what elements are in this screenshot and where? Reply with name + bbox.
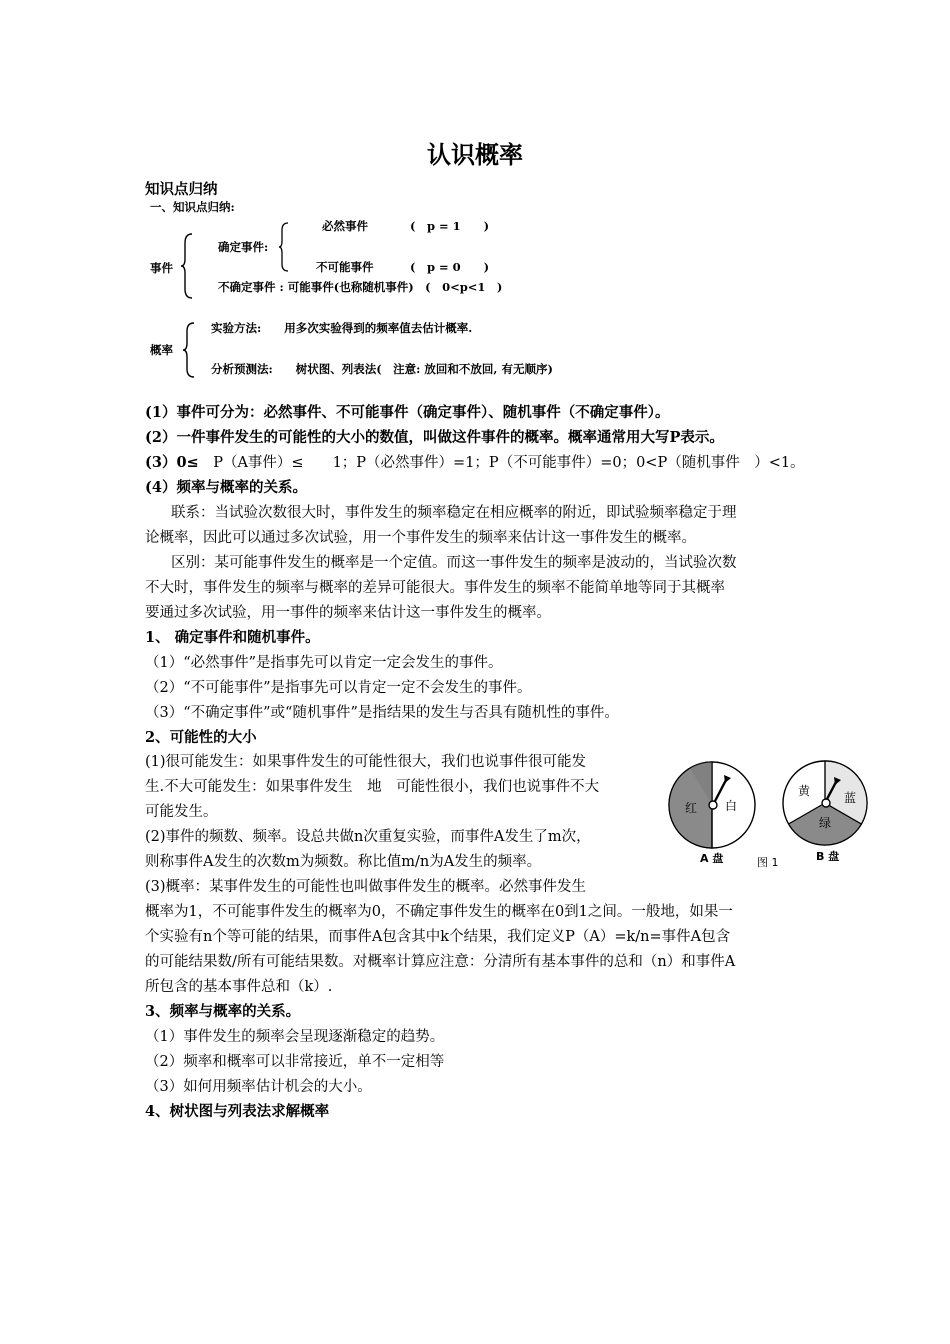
spinner-b-hub <box>822 799 830 807</box>
section-2-heading: 2、可能性的大小 <box>145 729 257 746</box>
section-2-line-8: 个实验有n个等可能的结果，而事件A包含其中k个结果，我们定义P（A）=k/n=事件A包含 <box>145 929 731 945</box>
spinner-a-white-label: 白 <box>725 799 738 813</box>
section-2-line-4: (2)事件的频数、频率。设总共做n次重复实验，而事件A发生了m次， <box>145 829 591 845</box>
section-1-line-3: （3）“不确定事件”或“随机事件”是指结果的发生与否具有随机性的事件。 <box>145 705 619 721</box>
experiment-method: 实验方法: 用多次实验得到的频率值去估计概率. <box>211 321 473 335</box>
sure-probability: ( p = 1 ) <box>410 219 490 233</box>
point-4: (4）频率与概率的关系。 <box>145 479 307 496</box>
page-title: 认识概率 <box>427 141 523 169</box>
spinner-a-hub <box>709 801 717 809</box>
section-1-line-1: （1）“必然事件”是指事先可以肯定一定会发生的事件。 <box>145 655 503 671</box>
impossible-probability: ( p = 0 ) <box>410 260 490 274</box>
section-4-heading: 4、树状图与列表法求解概率 <box>145 1103 330 1120</box>
event-brace <box>180 233 194 299</box>
section-2-line-10: 所包含的基本事件总和（k）. <box>145 979 333 995</box>
event-label: 事件 <box>150 261 173 275</box>
point-3 <box>145 451 805 472</box>
difference-line-3: 要通过多次试验，用一事件的频率来估计这一事件发生的概率。 <box>145 605 551 621</box>
figure-caption: 图 1 <box>757 856 779 869</box>
point-3-head: (3）0≤ <box>145 454 199 471</box>
section-2-line-1: (1)很可能发生：如果事件发生的可能性很大，我们也说事件很可能发 <box>145 754 587 770</box>
difference-line-1: 区别：某可能事件发生的概率是一个定值。而这一事件发生的频率是波动的，当试验次数 <box>171 555 737 571</box>
section-3-heading: 3、频率与概率的关系。 <box>145 1003 301 1020</box>
analysis-method: 分析预测法: 树状图、列表法( 注意: 放回和不放回, 有无顺序) <box>211 362 553 376</box>
spinner-a-red-label: 红 <box>685 801 698 815</box>
spinner-b-green-label: 绿 <box>819 816 832 830</box>
sure-event: 必然事件 <box>322 219 368 233</box>
spinner-a-caption: A 盘 <box>700 852 724 865</box>
probability-brace <box>182 322 196 378</box>
point-1: (1）事件可分为：必然事件、不可能事件（确定事件）、随机事件（不确定事件）。 <box>145 404 670 421</box>
spinner-b-caption: B 盘 <box>816 850 840 863</box>
spinner-b-yellow-label: 黄 <box>798 784 811 798</box>
probability-label: 概率 <box>150 343 173 357</box>
section-2-line-6: (3)概率：某事件发生的可能性也叫做事件发生的概率。必然事件发生 <box>145 879 587 895</box>
section-2-line-7: 概率为1，不可能事件发生的概率为0，不确定事件发生的概率在0到1之间。一般地，如果一 <box>145 904 733 920</box>
certain-event-label: 确定事件: <box>218 240 269 254</box>
section-3-line-2: （2）频率和概率可以非常接近，单不一定相等 <box>145 1054 445 1070</box>
point-2: (2）一件事件发生的可能性的大小的数值，叫做这件事件的概率。概率通常用大写P表示。 <box>145 429 724 446</box>
point-3-body: P（A事件）≤ 1；P（必然事件）=1；P（不可能事件）=0；0<P（随机事件 ）<1。 <box>198 455 805 471</box>
section-3-line-3: （3）如何用频率估计机会的大小。 <box>145 1079 372 1095</box>
spinner-figure <box>660 752 875 880</box>
diagram-heading: 一、知识点归纳: <box>150 200 235 214</box>
section-2-line-5: 则称事件A发生的次数m为频数。称比值m/n为A发生的频率。 <box>145 854 542 870</box>
impossible-event: 不可能事件 <box>316 260 374 274</box>
spinner-b <box>783 761 867 863</box>
relation-line-2: 论概率，因此可以通过多次试验，用一个事件发生的频率来估计这一事件发生的概率。 <box>145 530 696 546</box>
section-1-line-2: （2）“不可能事件”是指事先可以肯定一定不会发生的事件。 <box>145 680 532 696</box>
section-1-heading: 1、 确定事件和随机事件。 <box>145 629 320 646</box>
section-3-line-1: （1）事件发生的频率会呈现逐渐稳定的趋势。 <box>145 1029 445 1045</box>
difference-line-2: 不大时，事件发生的频率与概率的差异可能很大。事件发生的频率不能简单地等同于其概率 <box>145 580 725 596</box>
spinner-a <box>669 762 755 865</box>
relation-line-1: 联系：当试验次数很大时，事件发生的频率稳定在相应概率的附近，即试验频率稳定于理 <box>171 505 737 521</box>
section-heading: 知识点归纳 <box>145 182 218 198</box>
section-2-line-2: 生.不大可能发生：如果事件发生 地 可能性很小，我们也说事件不大 <box>145 779 600 795</box>
section-2-line-3: 可能发生。 <box>145 804 218 820</box>
section-2-line-9: 的可能结果数/所有可能结果数。对概率计算应注意：分清所有基本事件的总和（n）和事件A <box>145 954 736 970</box>
spinner-b-blue-label: 蓝 <box>844 791 857 805</box>
certain-brace <box>278 222 290 272</box>
uncertain-event: 不确定事件 : 可能事件(也称随机事件) ( 0<p<1 ) <box>218 280 503 294</box>
